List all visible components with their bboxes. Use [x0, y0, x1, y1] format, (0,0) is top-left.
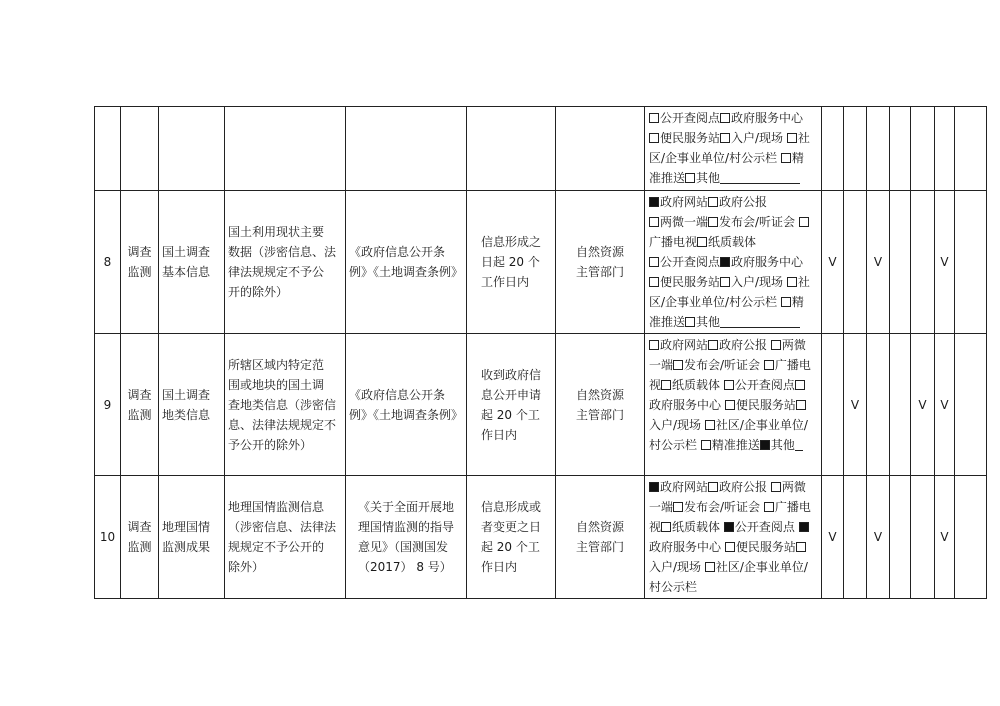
unchecked-box-icon: [795, 380, 805, 390]
channel-label: 纸质载体: [672, 378, 724, 392]
channel-label: 社: [797, 275, 810, 289]
channel-label: 其他: [696, 171, 721, 185]
row-subject: [556, 476, 645, 599]
channel-label: 入户/现场: [731, 275, 787, 289]
channel-label: 两微: [781, 338, 806, 352]
row-channels: [645, 191, 822, 334]
channel-label: 两微: [781, 480, 806, 494]
unchecked-box-icon: [649, 113, 659, 123]
unchecked-box-icon: [764, 360, 774, 370]
row-period-text: 信息形成之 日起 20 个 工作日内: [480, 235, 541, 289]
row-channels: [645, 476, 822, 599]
channel-label: 社区/企事业单位/: [715, 418, 808, 432]
channel-label: 广播电: [774, 358, 811, 372]
unchecked-box-icon: [649, 340, 659, 350]
unchecked-box-icon: [661, 522, 671, 532]
unchecked-box-icon: [708, 217, 718, 227]
row-mark: [890, 334, 911, 476]
unchecked-box-icon: [708, 197, 718, 207]
channel-line: [649, 497, 817, 517]
table-row: [95, 334, 987, 476]
unchecked-box-icon: [787, 277, 797, 287]
channel-label: 政府公报: [719, 195, 768, 209]
unchecked-box-icon: [649, 257, 659, 267]
channel-line: [649, 212, 817, 232]
channel-label: 政府服务中心: [649, 398, 725, 412]
row-mark: [890, 476, 911, 599]
row-period: [467, 191, 556, 334]
channel-label: 入户/现场: [649, 560, 705, 574]
channel-label: 社区/企事业单位/: [715, 560, 808, 574]
row-basis-text: 《政府信息公开条 例》《土地调查条例》: [349, 387, 464, 422]
row-mark: [911, 191, 935, 334]
table-row: [95, 107, 987, 191]
unchecked-box-icon: [661, 380, 671, 390]
unchecked-box-icon: [725, 400, 735, 410]
row-channels: [645, 107, 822, 191]
channel-line: [649, 232, 817, 252]
row-subject-text: 自然资源 主管部门: [575, 387, 624, 422]
unchecked-box-icon: [673, 502, 683, 512]
row-domain-text: 调查 监测: [127, 387, 152, 422]
fill-in-line: [720, 315, 800, 328]
row-number-text: 9: [103, 397, 112, 412]
channel-line: [649, 168, 817, 188]
row-domain-text: 调查 监测: [127, 245, 152, 279]
unchecked-box-icon: [701, 440, 711, 450]
channel-label: 纸质载体: [672, 520, 724, 534]
row-item-name: [159, 107, 225, 191]
channel-label: 公开查阅点: [734, 378, 795, 392]
row-mark: V: [844, 334, 867, 476]
unchecked-box-icon: [764, 502, 774, 512]
unchecked-box-icon: [649, 133, 659, 143]
unchecked-box-icon: [708, 482, 718, 492]
checked-box-icon: [720, 257, 730, 267]
unchecked-box-icon: [796, 400, 806, 410]
row-item-name-text: 地理国情 监测成果: [162, 520, 211, 554]
row-number: [95, 191, 121, 334]
row-content-text: 所辖区域内特定范 围或地块的国土调 查地类信息（涉密信 息、法律法规规定不 予公开的除外）: [228, 357, 337, 452]
channel-line: [649, 108, 817, 128]
row-number-text: 10: [99, 530, 116, 544]
checked-box-icon: [724, 522, 734, 532]
row-content: [225, 191, 346, 334]
checked-box-icon: [799, 522, 809, 532]
unchecked-box-icon: [724, 380, 734, 390]
row-basis: [346, 334, 467, 476]
channel-label: 政府服务中心: [649, 540, 725, 554]
row-mark: V: [935, 191, 955, 334]
row-subject-text: 自然资源 主管部门: [575, 520, 624, 554]
fill-in-line: [720, 171, 800, 184]
checked-box-icon: [760, 440, 770, 450]
channel-line: [649, 375, 817, 395]
row-mark: V: [867, 191, 890, 334]
channel-label: 社: [797, 131, 810, 145]
channel-label: 入户/现场: [649, 418, 705, 432]
channel-label: 发布会/听证会: [684, 358, 764, 372]
row-mark: [911, 476, 935, 599]
row-domain: [121, 334, 159, 476]
channel-label: 入户/现场: [731, 131, 787, 145]
channel-line: [649, 435, 817, 455]
row-mark: [955, 476, 987, 599]
row-mark: [844, 191, 867, 334]
unchecked-box-icon: [771, 340, 781, 350]
channel-label: 政府服务中心: [731, 255, 804, 269]
channel-label: 便民服务站: [660, 275, 721, 289]
row-period-text: 收到政府信 息公开申请 起 20 个工 作日内: [480, 367, 541, 442]
row-mark: [844, 476, 867, 599]
row-mark: V: [935, 476, 955, 599]
channel-label: 便民服务站: [735, 398, 796, 412]
row-subject-text: 自然资源 主管部门: [575, 245, 624, 279]
channel-line: [649, 128, 817, 148]
channel-label: 精: [791, 151, 804, 165]
row-period: [467, 334, 556, 476]
channel-line: [649, 272, 817, 292]
unchecked-box-icon: [725, 542, 735, 552]
channel-line: [649, 192, 817, 212]
row-basis: [346, 107, 467, 191]
row-item-name: [159, 476, 225, 599]
row-mark: [955, 191, 987, 334]
unchecked-box-icon: [799, 217, 809, 227]
table-row: [95, 191, 987, 334]
row-mark: [935, 107, 955, 191]
channel-line: [649, 252, 817, 272]
row-content-text: 地理国情监测信息 （涉密信息、法律法 规规定不予公开的 除外）: [228, 500, 337, 574]
row-mark: V: [867, 476, 890, 599]
channel-label: 精准推送: [711, 438, 760, 452]
row-mark: V: [935, 334, 955, 476]
channel-label: 发布会/听证会: [684, 500, 764, 514]
unchecked-box-icon: [796, 542, 806, 552]
row-mark: V: [911, 334, 935, 476]
row-item-name: [159, 191, 225, 334]
row-domain: [121, 107, 159, 191]
row-item-name: [159, 334, 225, 476]
channel-label: 广播电视: [649, 235, 698, 249]
channel-label: 区/企事业单位/村公示栏: [649, 295, 781, 309]
unchecked-box-icon: [720, 277, 730, 287]
checked-box-icon: [649, 482, 659, 492]
channel-label: 广播电: [774, 500, 811, 514]
unchecked-box-icon: [781, 297, 791, 307]
channel-label: 政府公报: [719, 480, 771, 494]
row-mark: [867, 107, 890, 191]
row-subject: [556, 191, 645, 334]
channel-label: 一端: [649, 358, 674, 372]
row-domain-text: 调查 监测: [127, 520, 152, 554]
channel-label: 村公示栏: [649, 580, 698, 594]
channel-line: [649, 355, 817, 375]
channel-label: 便民服务站: [735, 540, 796, 554]
unchecked-box-icon: [705, 420, 715, 430]
row-basis-text: 《政府信息公开条 例》《土地调查条例》: [349, 245, 464, 279]
row-mark: V: [822, 476, 844, 599]
unchecked-box-icon: [708, 340, 718, 350]
channel-label: 政府服务中心: [731, 111, 804, 125]
channel-label: 公开查阅点: [660, 111, 721, 125]
channel-label: 纸质载体: [708, 235, 757, 249]
channel-label: 两微一端: [660, 215, 709, 229]
row-basis: [346, 476, 467, 599]
row-domain: [121, 191, 159, 334]
channel-label: 政府网站: [660, 338, 709, 352]
channel-label: 政府公报: [719, 338, 771, 352]
row-mark: [955, 107, 987, 191]
channel-label: 精: [791, 295, 804, 309]
row-mark: [911, 107, 935, 191]
channel-line: [649, 557, 817, 577]
row-content: [225, 476, 346, 599]
channel-label: 公开查阅点: [734, 520, 799, 534]
row-mark: [822, 107, 844, 191]
unchecked-box-icon: [685, 173, 695, 183]
row-mark: [890, 107, 911, 191]
row-mark: [844, 107, 867, 191]
row-mark: V: [822, 191, 844, 334]
channel-label: 准推送: [649, 315, 686, 329]
row-channels: [645, 334, 822, 476]
row-number-text: 8: [103, 255, 112, 269]
checked-box-icon: [649, 197, 659, 207]
row-mark: [822, 334, 844, 476]
row-item-name-text: 国土调查 基本信息: [162, 245, 211, 279]
channel-label: 一端: [649, 500, 674, 514]
channel-label: 区/企事业单位/村公示栏: [649, 151, 781, 165]
channel-line: [649, 335, 817, 355]
channel-label: 村公示栏: [649, 438, 701, 452]
channel-line: [649, 477, 817, 497]
channel-line: [649, 148, 817, 168]
unchecked-box-icon: [649, 277, 659, 287]
channel-label: 视: [649, 378, 662, 392]
row-period: [467, 476, 556, 599]
fill-in-line: [795, 438, 803, 451]
row-content-text: 国土利用现状主要 数据（涉密信息、法 律法规规定不予公 开的除外）: [228, 225, 337, 299]
unchecked-box-icon: [697, 237, 707, 247]
row-number: [95, 107, 121, 191]
row-period: [467, 107, 556, 191]
row-basis-text: 《关于全面开展地 理国情监测的指导 意见》（国测国发 （2017） 8 号）: [357, 500, 454, 574]
channel-label: 发布会/听证会: [719, 215, 799, 229]
unchecked-box-icon: [787, 133, 797, 143]
unchecked-box-icon: [771, 482, 781, 492]
channel-label: 便民服务站: [660, 131, 721, 145]
channel-line: [649, 537, 817, 557]
channel-line: [649, 577, 817, 597]
row-content: [225, 334, 346, 476]
table-body: [95, 107, 987, 599]
channel-label: 政府网站: [660, 195, 709, 209]
row-domain: [121, 476, 159, 599]
channel-line: [649, 312, 817, 332]
unchecked-box-icon: [685, 317, 695, 327]
row-item-name-text: 国土调查 地类信息: [162, 387, 211, 422]
row-content: [225, 107, 346, 191]
unchecked-box-icon: [781, 153, 791, 163]
unchecked-box-icon: [649, 217, 659, 227]
row-mark: [890, 191, 911, 334]
row-subject: [556, 334, 645, 476]
channel-label: 其他: [770, 438, 795, 452]
row-mark: [867, 334, 890, 476]
row-period-text: 信息形成或 者变更之日 起 20 个工 作日内: [480, 500, 541, 574]
unchecked-box-icon: [720, 113, 730, 123]
row-mark: [955, 334, 987, 476]
unchecked-box-icon: [673, 360, 683, 370]
channel-label: 政府网站: [660, 480, 709, 494]
channel-line: [649, 292, 817, 312]
unchecked-box-icon: [705, 562, 715, 572]
disclosure-table: [94, 106, 987, 599]
row-basis: [346, 191, 467, 334]
row-number: [95, 334, 121, 476]
unchecked-box-icon: [720, 133, 730, 143]
channel-line: [649, 395, 817, 415]
channel-line: [649, 517, 817, 537]
channel-label: 视: [649, 520, 662, 534]
table-row: [95, 476, 987, 599]
row-number: [95, 476, 121, 599]
channel-label: 公开查阅点: [660, 255, 721, 269]
channel-line: [649, 415, 817, 435]
channel-label: 其他: [696, 315, 721, 329]
row-subject: [556, 107, 645, 191]
channel-label: 准推送: [649, 171, 686, 185]
